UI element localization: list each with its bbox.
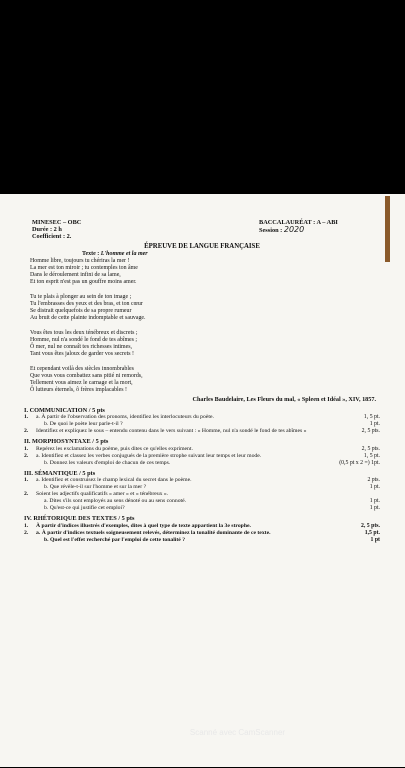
- text-title: [82, 251, 380, 259]
- question-text: b. De quoi le poète leur parle-t-il ?: [44, 421, 123, 427]
- question-text: a. Dites s'ils sont employés au sens dénoté ou au sens connoté.: [44, 498, 187, 504]
- poem-line: Ô lutteurs éternels, ô frères implacables !: [30, 387, 127, 393]
- poem-line: Que vous vous combattez sans pitié ni remords,: [30, 373, 143, 379]
- session-label: Session :: [259, 227, 283, 234]
- question-points: 1 pt.: [369, 498, 380, 504]
- text-name: L'homme et la mer: [100, 250, 148, 257]
- question-row: [24, 537, 380, 544]
- header-right: [259, 219, 338, 234]
- question-text: Soient les adjectifs qualificatifs « amer » et « ténébreux ».: [36, 491, 169, 497]
- exam-name: BACCALAURÉAT : A – ABI: [259, 219, 338, 226]
- question-number: 1.: [24, 522, 29, 529]
- coefficient-line: Coefficient : 2.: [32, 233, 72, 240]
- section-heading: III. SÉMANTIQUE / 5 pts: [24, 469, 96, 477]
- question-text: b. Que révèle-t-il sur l'homme et sur la mer ?: [44, 484, 147, 490]
- poem-line: Se distrait quelquefois de sa propre rumeur: [30, 308, 132, 314]
- session-line: [259, 226, 338, 234]
- question-text: À partir d'indices illustrés d'exemples, dites à quel type de texte appartient la 3e strophe.: [36, 522, 251, 529]
- question-text: a. À partir de l'observation des pronoms, identifiez les interlocuteurs du poète.: [36, 414, 214, 420]
- poem: [30, 258, 380, 394]
- question-points: 1 pt: [370, 536, 380, 543]
- question-row: [24, 491, 380, 498]
- question-points: 1 pt.: [369, 484, 380, 490]
- poem-stanza: [30, 366, 380, 394]
- poem-stanza: [30, 258, 380, 286]
- poem-line: Homme, nul n'a sondé le fond de tes abîmes ;: [30, 337, 138, 343]
- scanner-footer: Scanné avec CamScanner: [189, 728, 286, 737]
- poem-line: Tu te plais à plonger au sein de ton image ;: [30, 294, 132, 300]
- question-row: [24, 446, 380, 453]
- poem-line: Au bruit de cette plainte indomptable et sauvage.: [30, 315, 146, 321]
- poem-attribution: Charles Baudelaire, Les Fleurs du mal, « Spleen et Idéal », XIV, 1857.: [192, 396, 376, 403]
- poem-stanza: [30, 294, 380, 322]
- question-number: 1.: [24, 414, 29, 420]
- question-points: 1, 5 pt.: [363, 452, 380, 459]
- text-label: Texte :: [82, 250, 100, 257]
- question-number: 2.: [24, 529, 29, 536]
- question-row: [24, 460, 380, 467]
- poem-line: Ô mer, nul ne connaît tes richesses intimes,: [30, 344, 133, 350]
- question-text: b. Quel est l'effet recherché par l'emploi de cette tonalité ?: [44, 536, 186, 543]
- question-row: [24, 523, 380, 530]
- question-points: (0,5 pt x 2 =) 1pt.: [339, 459, 380, 466]
- question-number: 1.: [24, 477, 29, 483]
- question-row: [24, 484, 380, 491]
- question-number: 2.: [24, 491, 29, 497]
- question-row: [24, 505, 380, 512]
- question-sections: [24, 407, 380, 544]
- question-points: 2, 5 pts.: [360, 522, 380, 529]
- question-points: 1, 5 pt.: [363, 414, 380, 420]
- header-left: [32, 219, 81, 240]
- question-points: 1,5 pt.: [364, 529, 380, 536]
- exam-page: [0, 194, 405, 767]
- poem-line: La mer est ton miroir ; tu contemples ton âme: [30, 265, 138, 271]
- question-text: Identifiez et expliquez le sous – entendu contenu dans le vers suivant : « Homme, nul n'a sondé le fond de tes abîmes »: [36, 428, 307, 434]
- question-text: a. Identifiez et construisez le champ lexical du secret dans le poème.: [36, 477, 192, 483]
- question-number: 2.: [24, 428, 29, 434]
- duration-line: Durée : 2 h: [32, 226, 62, 233]
- question-points: 2, 5 pts.: [361, 428, 380, 434]
- question-text: Repérez les exclamations du poème, puis dites ce qu'elles expriment.: [36, 445, 193, 452]
- question-row: [24, 414, 380, 421]
- org-line: MINESEC – OBC: [32, 219, 82, 226]
- question-row: [24, 421, 380, 428]
- page-title: ÉPREUVE DE LANGUE FRANÇAISE: [144, 243, 260, 250]
- question-number: 2.: [24, 452, 29, 459]
- question-text: b. Qu'est-ce qui justifie cet emploi?: [44, 505, 125, 511]
- question-number: 1.: [24, 445, 29, 452]
- poem-line: Dans le déroulement infini de sa lame,: [30, 272, 121, 278]
- question-points: 2, 5 pts.: [361, 445, 380, 452]
- session-year: 2020: [283, 225, 305, 234]
- exam-header: [24, 219, 380, 245]
- question-text: a. À partir d'indices textuels soigneusement relevés, déterminez la tonalité dominante de ce texte.: [36, 529, 271, 536]
- poem-line: Homme libre, toujours tu chériras la mer !: [30, 258, 130, 264]
- exam-content: [24, 219, 380, 544]
- question-row: [24, 530, 380, 537]
- question-text: b. Donnez les valeurs d'emploi de chacun de ces temps.: [44, 459, 171, 466]
- poem-line: Tu l'embrasses des yeux et des bras, et ton cœur: [30, 301, 143, 307]
- poem-line: Et ton esprit n'est pas un gouffre moins amer.: [30, 279, 137, 285]
- question-text: a. Identifiez et classez les verbes conjugués de la première strophe suivant leur temps et leur mode.: [36, 452, 262, 459]
- question-points: 1 pt.: [369, 505, 380, 511]
- question-points: 1 pt.: [369, 421, 380, 427]
- poem-line: Et cependant voilà des siècles innombrables: [30, 366, 134, 372]
- poem-line: Tellement vous aimez le carnage et la mort,: [30, 380, 133, 386]
- question-row: [24, 477, 380, 484]
- section-heading: II. MORPHOSYNTAXE / 5 pts: [24, 438, 109, 445]
- section-heading: I. COMMUNICATION / 5 pts: [24, 406, 105, 414]
- page-edge-bar: [385, 196, 390, 262]
- question-row: [24, 498, 380, 505]
- question-points: 2 pts.: [367, 477, 380, 483]
- poem-line: Vous êtes tous les deux ténébreux et discrets ;: [30, 330, 138, 336]
- poem-line: Tant vous êtes jaloux de garder vos secrets !: [30, 351, 134, 357]
- section-heading: IV. RHÉTORIQUE DES TEXTES / 5 pts: [24, 515, 135, 522]
- question-row: [24, 428, 380, 435]
- question-row: [24, 453, 380, 460]
- poem-stanza: [30, 330, 380, 358]
